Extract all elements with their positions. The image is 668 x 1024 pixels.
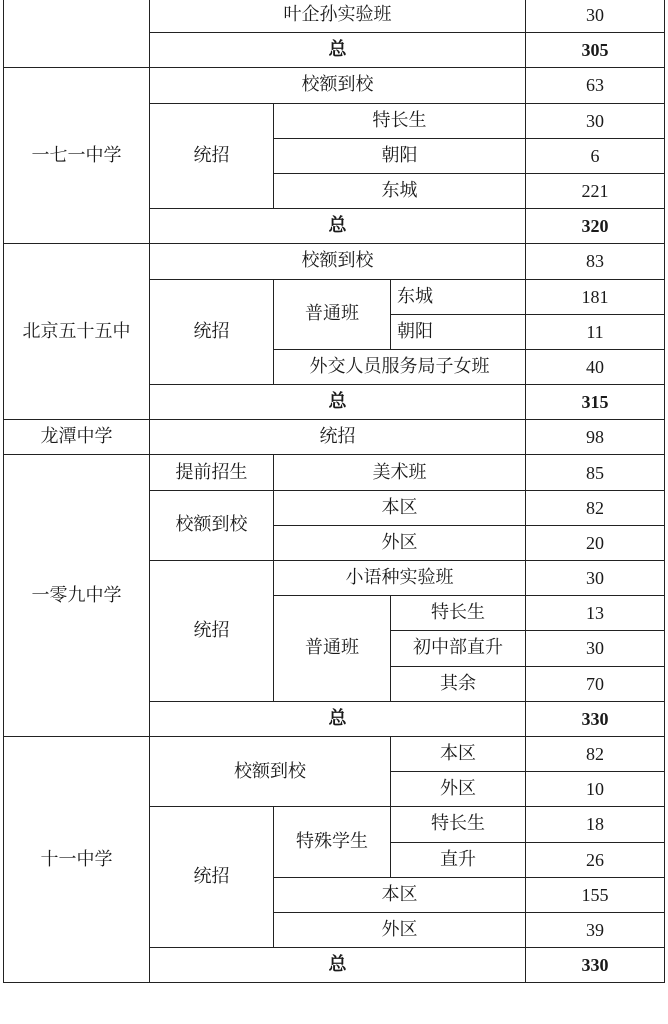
subcategory-label: 小语种实验班: [274, 561, 526, 596]
total-value: 305: [526, 33, 665, 68]
subcategory-label: 本区: [274, 490, 526, 525]
subcategory-label: 外区: [274, 912, 526, 947]
district-label: 其余: [391, 666, 526, 701]
category-label: 统招: [150, 279, 274, 385]
school-name: 十一中学: [4, 736, 150, 982]
quota-value: 6: [526, 138, 665, 173]
category-label: 叶企孙实验班: [150, 0, 526, 33]
district-label: 直升: [391, 842, 526, 877]
table-row: [4, 68, 665, 103]
district-label: 特长生: [391, 596, 526, 631]
table-row: [4, 244, 665, 279]
quota-value: 26: [526, 842, 665, 877]
total-value: 315: [526, 385, 665, 420]
quota-value: 13: [526, 596, 665, 631]
category-label: 校额到校: [150, 736, 391, 806]
district-label: 朝阳: [391, 314, 526, 349]
table-row: [4, 0, 665, 33]
subcategory-label: 特殊学生: [274, 807, 391, 877]
school-name: 一七一中学: [4, 68, 150, 244]
total-value: 330: [526, 701, 665, 736]
quota-value: 30: [526, 561, 665, 596]
quota-value: 11: [526, 314, 665, 349]
subcategory-label: 朝阳: [274, 138, 526, 173]
quota-value: 63: [526, 68, 665, 103]
table-row: [4, 455, 665, 490]
category-label: 提前招生: [150, 455, 274, 490]
quota-value: 98: [526, 420, 665, 455]
total-value: 330: [526, 948, 665, 983]
total-label: 总: [150, 385, 526, 420]
quota-value: 181: [526, 279, 665, 314]
school-name: 龙潭中学: [4, 420, 150, 455]
school-name-cell: [4, 0, 150, 68]
subcategory-label: 普通班: [274, 279, 391, 349]
quota-value: 30: [526, 631, 665, 666]
quota-value: 10: [526, 772, 665, 807]
enrollment-table: [3, 0, 665, 983]
quota-value: 30: [526, 0, 665, 33]
school-name: 一零九中学: [4, 455, 150, 737]
quota-value: 39: [526, 912, 665, 947]
total-label: 总: [150, 33, 526, 68]
district-label: 外区: [391, 772, 526, 807]
total-label: 总: [150, 948, 526, 983]
quota-value: 85: [526, 455, 665, 490]
category-label: 统招: [150, 420, 526, 455]
quota-value: 20: [526, 525, 665, 560]
table-row: [4, 736, 665, 771]
district-label: 本区: [391, 736, 526, 771]
category-label: 统招: [150, 807, 274, 948]
total-label: 总: [150, 209, 526, 244]
quota-value: 82: [526, 736, 665, 771]
subcategory-label: 本区: [274, 877, 526, 912]
category-label: 校额到校: [150, 490, 274, 560]
category-label: 校额到校: [150, 68, 526, 103]
subcategory-label: 特长生: [274, 103, 526, 138]
quota-value: 82: [526, 490, 665, 525]
quota-value: 40: [526, 349, 665, 384]
quota-value: 221: [526, 173, 665, 208]
total-value: 320: [526, 209, 665, 244]
quota-value: 30: [526, 103, 665, 138]
category-label: 统招: [150, 561, 274, 702]
total-label: 总: [150, 701, 526, 736]
subcategory-label: 外区: [274, 525, 526, 560]
table-row: [4, 420, 665, 455]
quota-value: 155: [526, 877, 665, 912]
subcategory-label: 普通班: [274, 596, 391, 702]
school-name: 北京五十五中: [4, 244, 150, 420]
subcategory-label: 外交人员服务局子女班: [274, 349, 526, 384]
district-label: 东城: [391, 279, 526, 314]
category-label: 校额到校: [150, 244, 526, 279]
subcategory-label: 东城: [274, 173, 526, 208]
quota-value: 70: [526, 666, 665, 701]
category-label: 统招: [150, 103, 274, 209]
subcategory-label: 美术班: [274, 455, 526, 490]
quota-value: 83: [526, 244, 665, 279]
district-label: 初中部直升: [391, 631, 526, 666]
district-label: 特长生: [391, 807, 526, 842]
quota-value: 18: [526, 807, 665, 842]
